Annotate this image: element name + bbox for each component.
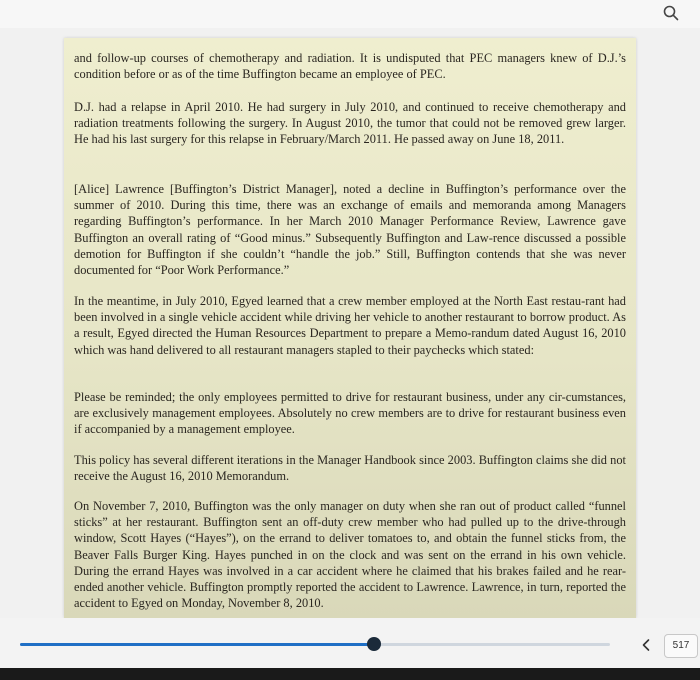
paragraph-6: This policy has several different iterations in the Manager Handbook since 2003. Buffington claims she did not receive the August 16, 2010 Memorandum. bbox=[74, 453, 626, 484]
paragraph-7: On November 7, 2010, Buffington was the only manager on duty when she ran out of product called “funnel sticks” at her restaurant. Buffington sent an off-duty crew member who had pulled up to the drive-through window, Scott Hayes (“Hayes”), on the errand to deliver tomatoes to, and obtain the funnel sticks from, the Beaver Falls Burger King. Hayes punched in on the clock and was sent on the errand in his own vehicle. During the errand Hayes was involved in a car accident where he claimed that his brakes failed and he rear-ended another vehicle. Buffington promptly reported the accident to Lawrence. Lawrence, in turn, reported the accident to Egyed on Monday, November 8, 2010. bbox=[74, 499, 626, 611]
previous-page-button[interactable] bbox=[636, 635, 656, 655]
viewer-top-bar bbox=[0, 0, 700, 28]
document-page bbox=[64, 38, 636, 618]
page-progress-handle[interactable] bbox=[367, 637, 381, 651]
page-progress-bar[interactable] bbox=[20, 643, 610, 646]
page-number-badge: 517 bbox=[664, 634, 698, 658]
viewer-bottom-bar bbox=[0, 618, 700, 680]
page-progress-fill bbox=[20, 643, 374, 646]
paragraph-1: and follow-up courses of chemotherapy and radiation. It is undisputed that PEC managers knew of D.J.’s condition before or as of the time Buffington became an employee of PEC. bbox=[74, 51, 626, 82]
paragraph-4: In the meantime, in July 2010, Egyed learned that a crew member employed at the North East restau-rant had been involved in a single vehicle accident while driving her vehicle to another restaurant to borrow product. As a result, Egyed directed the Human Resources Department to prepare a Memo-randum dated August 16, 2010 which was hand delivered to all restaurant managers stapled to their paychecks which stated: bbox=[74, 294, 626, 357]
chevron-left-icon bbox=[636, 635, 656, 655]
memo-quote-paragraph: Please be reminded; the only employees permitted to drive for restaurant business, under any cir-cumstances, are exclusively management employees. Absolutely no crew members are to drive for restaurant business even if accompanied by a management employee. bbox=[74, 390, 626, 437]
paragraph-3: [Alice] Lawrence [Buffington’s District Manager], noted a decline in Buffington’s performance over the summer of 2010. During this time, there was an exchange of emails and memoranda among Managers regarding Buffington’s performance. In her March 2010 Manager Performance Review, Lawrence gave Buffington an overall rating of “Good minus.” Subsequently Buffington and Law-rence discussed a possible demotion for Buffington if she couldn’t “handle the job.” Still, Buffington contends that she was never documented for “Poor Work Performance.” bbox=[74, 182, 626, 278]
search-icon[interactable] bbox=[662, 4, 680, 22]
paragraph-2: D.J. had a relapse in April 2010. He had surgery in July 2010, and continued to receive chemotherapy and radiation treatments following the surgery. In August 2010, the tumor that could not be removed grew larger. He had his last surgery for this relapse in February/March 2011. He passed away on June 18, 2011. bbox=[74, 100, 626, 147]
bottom-dark-strip bbox=[0, 668, 700, 680]
